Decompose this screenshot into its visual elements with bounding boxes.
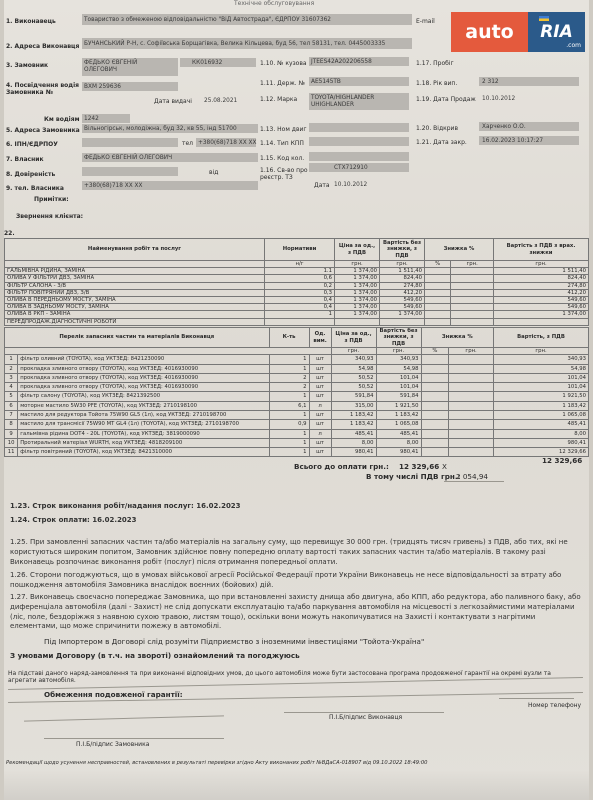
parts-row bbox=[5, 438, 589, 447]
works-row bbox=[5, 297, 589, 304]
work-cost-cell: 549,60 bbox=[380, 297, 425, 304]
owner-value: ФЕДЬКО ЄВГЕНІЙ ОЛЕГОВИЧ bbox=[84, 155, 173, 161]
executor-label: 1. Виконавець bbox=[6, 18, 56, 25]
parts-units-row bbox=[5, 348, 589, 355]
part-total-cell: 54,98 bbox=[494, 364, 589, 373]
works-unit-total: грн. bbox=[494, 261, 589, 268]
term-26: 1.26. Сторони погоджуються, що в умовах військової агресії Російської Федерації проти України Виконавець не несе відповідальності за втрату або пошкодження автомобіля Замовника внаслідок воєнних (бойових) дій. bbox=[10, 571, 562, 589]
works-row bbox=[5, 304, 589, 311]
part-cost-cell: 340,93 bbox=[376, 355, 421, 364]
part-price-cell: 50,52 bbox=[331, 383, 376, 392]
works-col-discount: Знижка % bbox=[425, 239, 494, 261]
part-name-cell: прокладка зливного отвору (TOYOTA), код УКТЗЕД: 4016930090 bbox=[18, 364, 269, 373]
footer-note: Рекомендації щодо усунення несправностей, встановлених в результаті перевірки згідно Акту виконаних робіт №ВДаСА-018907 від 09.10.2022 18:49:00 bbox=[6, 760, 428, 766]
part-name-cell: прокладка зливного отвору (TOYOTA), код УКТЗЕД: 4016930090 bbox=[18, 383, 269, 392]
license-value: ВХМ 259636 bbox=[84, 84, 121, 90]
color-code-box bbox=[309, 152, 409, 161]
work-discount-cell bbox=[425, 311, 451, 318]
part-name-cell: фільтр салону (TOYOTA), код УКТЗЕД: 8421392500 bbox=[18, 392, 269, 401]
works-unit-norm: н/г bbox=[265, 261, 335, 268]
work-total-cell: 1 511,40 bbox=[494, 268, 589, 275]
part-disc-sum-cell bbox=[449, 429, 494, 438]
part-num-cell: 8 bbox=[5, 420, 18, 429]
part-num-cell: 4 bbox=[5, 383, 18, 392]
works-row bbox=[5, 318, 589, 325]
work-cost-cell: 412,20 bbox=[380, 289, 425, 296]
work-price-cell: 1 374,00 bbox=[335, 311, 380, 318]
part-qty-cell: 6,1 bbox=[269, 401, 309, 410]
work-norm-cell: 1 bbox=[265, 311, 335, 318]
color-code-label: 1.15. Код кол. bbox=[260, 155, 305, 162]
body-number-value: JTEES42A202206558 bbox=[311, 59, 372, 65]
work-norm-cell: 0,6 bbox=[265, 275, 335, 282]
part-num-cell: 11 bbox=[5, 448, 18, 457]
term-27: 1.27. Виконавець своєчасно попереджає Замовника, що при встановленні захисту днища або двигуна, або КПП, або редуктора, або паливного баку, або диференціала автомобіля (далі - Захист) не слід допускати експлуатацію та/або паркування автомобіля на місцевості з легкозаймистими матеріалами (ліс, поле, бездоріжжя з наявною сухою травою, листям тощо), оскільки вони можуть накопичуватися на Захисті і контактувати з нагрітими елементами, що може спричинити пожежу в автомобілі. bbox=[10, 593, 581, 631]
work-cost-cell: 824,40 bbox=[380, 275, 425, 282]
part-unit-cell: шт bbox=[309, 364, 331, 373]
logo-ria-text: RIA bbox=[540, 22, 573, 42]
work-price-cell bbox=[335, 318, 380, 325]
opened-label: 1.20. Відкрив bbox=[416, 125, 458, 132]
part-unit-cell: шт bbox=[309, 410, 331, 419]
parts-unit-price: грн. bbox=[331, 348, 376, 355]
sign-line-customer bbox=[44, 738, 224, 739]
parts-col-discount: Знижка % bbox=[421, 328, 493, 348]
part-qty-cell: 1 bbox=[269, 355, 309, 364]
part-total-cell: 980,41 bbox=[494, 438, 589, 447]
part-name-cell: фільтр повітряний (TOYOTA), код УКТЗЕД: 8421310000 bbox=[18, 448, 269, 457]
kpp-label: 1.14. Тип КПП bbox=[260, 140, 304, 147]
part-discount-cell bbox=[421, 401, 449, 410]
works-col-norm: Нормативи bbox=[265, 239, 335, 261]
part-cost-cell: 101,04 bbox=[376, 373, 421, 382]
work-discount-cell bbox=[425, 282, 451, 289]
work-name-cell: ОЛИВА В РКП - ЗАМІНА bbox=[5, 311, 265, 318]
part-total-cell: 101,04 bbox=[494, 383, 589, 392]
part-qty-cell: 1 bbox=[269, 410, 309, 419]
logo-auto-text: auto bbox=[451, 12, 528, 52]
document-page bbox=[4, 0, 589, 800]
parts-row bbox=[5, 420, 589, 429]
part-unit-cell: шт bbox=[309, 355, 331, 364]
works-table bbox=[4, 238, 589, 326]
part-price-cell: 8,00 bbox=[331, 438, 376, 447]
part-disc-sum-cell bbox=[449, 401, 494, 410]
works-header-row bbox=[5, 239, 589, 261]
work-total-cell: 549,60 bbox=[494, 297, 589, 304]
parts-col-price: Ціна за од., з ПДВ bbox=[331, 328, 376, 348]
part-price-cell: 485,41 bbox=[331, 429, 376, 438]
date-label: Дата bbox=[314, 182, 330, 189]
parts-unit-total: грн. bbox=[494, 348, 589, 355]
part-unit-cell: шт bbox=[309, 438, 331, 447]
kpp-box bbox=[309, 137, 409, 146]
email-label: E-mail bbox=[416, 18, 435, 25]
photo-shadow bbox=[4, 770, 589, 800]
mileage-label: 1.17. Пробіг bbox=[416, 60, 454, 67]
part-qty-cell: 1 bbox=[269, 438, 309, 447]
total-value: 12 329,66 bbox=[399, 462, 440, 471]
work-cost-cell: 549,60 bbox=[380, 304, 425, 311]
work-price-cell: 1 374,00 bbox=[335, 289, 380, 296]
part-discount-cell bbox=[421, 373, 449, 382]
work-price-cell: 1 374,00 bbox=[335, 297, 380, 304]
part-total-cell: 12 329,66 bbox=[494, 448, 589, 457]
date-value: 10.10.2012 bbox=[334, 182, 368, 188]
owner-label: 7. Власник bbox=[6, 156, 44, 163]
works-row bbox=[5, 311, 589, 318]
executor-address-label: 2. Адреса Виконавця bbox=[6, 43, 80, 50]
km-label: Км водіям bbox=[44, 116, 80, 123]
part-unit-cell: шт bbox=[309, 392, 331, 401]
work-name-cell: ФІЛЬТР САЛОНА - З/В bbox=[5, 282, 265, 289]
total-x: X bbox=[442, 462, 447, 471]
part-discount-cell bbox=[421, 448, 449, 457]
work-disc-sum-cell bbox=[451, 318, 494, 325]
warranty-note: На підставі даного наряд-замовлення та при виконанні відповідних умов, до цього автомобіля може бути застосована програма продовженої гарантії на окремі вузли та агрегати автомобіля. bbox=[8, 670, 551, 684]
part-disc-sum-cell bbox=[449, 392, 494, 401]
part-name-cell: мастило для трансмісії 75W90 MT GL4 (1л) (TOYOTA), код УКТЗЕД: 2710198700 bbox=[18, 420, 269, 429]
work-discount-cell bbox=[425, 268, 451, 275]
part-num-cell: 3 bbox=[5, 373, 18, 382]
work-total-cell: 549,60 bbox=[494, 304, 589, 311]
works-units-row bbox=[5, 261, 589, 268]
work-norm-cell: 0,3 bbox=[265, 289, 335, 296]
work-discount-cell bbox=[425, 304, 451, 311]
part-disc-sum-cell bbox=[449, 410, 494, 419]
part-disc-sum-cell bbox=[449, 373, 494, 382]
work-discount-cell bbox=[425, 289, 451, 296]
parts-col-qty: К-ть bbox=[269, 328, 309, 348]
term-23-text: 1.23. Строк виконання робіт/надання послуг: 16.02.2023 bbox=[10, 502, 241, 510]
issue-date-label: Дата видачі bbox=[154, 98, 192, 105]
part-unit-cell: л bbox=[309, 429, 331, 438]
customer-extra-value: КК016932 bbox=[192, 60, 223, 66]
works-unit-cost: грн. bbox=[380, 261, 425, 268]
work-name-cell: ОЛИВА В ПЕРЕДНЬОМУ МОСТУ, ЗАМІНА bbox=[5, 297, 265, 304]
year-label: 1.18. Рік вип. bbox=[416, 80, 458, 87]
part-disc-sum-cell bbox=[449, 383, 494, 392]
notes-label: Примітки: bbox=[34, 196, 69, 203]
part-discount-cell bbox=[421, 420, 449, 429]
cert-label: 1.16. Св-во про реєстр. ТЗ bbox=[260, 167, 308, 181]
part-name-cell: гальмівна рідина DOT4 - 20L (TOYOTA), код УКТЗЕД: 3819000090 bbox=[18, 429, 269, 438]
reg-number-label: 1.11. Держ. № bbox=[260, 80, 305, 87]
sale-date-label: 1.19. Дата Продаж bbox=[416, 96, 476, 103]
work-norm-cell: 0,2 bbox=[265, 282, 335, 289]
total-final: 12 329,66 bbox=[542, 456, 583, 465]
parts-unit-discount: % bbox=[421, 348, 449, 355]
issue-date-value: 25.08.2021 bbox=[204, 98, 238, 104]
work-norm-cell: 1.1 bbox=[265, 268, 335, 275]
part-qty-cell: 0,9 bbox=[269, 420, 309, 429]
parts-row bbox=[5, 373, 589, 382]
parts-table bbox=[4, 327, 589, 457]
term-24 bbox=[10, 516, 582, 526]
from-label: від bbox=[209, 169, 219, 176]
work-name-cell: ФІЛЬТР ПОВІТРЯНИЙ ДВЗ, З/В bbox=[5, 289, 265, 296]
customer-label: 3. Замовник bbox=[6, 62, 49, 69]
autoria-logo[interactable] bbox=[451, 12, 585, 52]
part-price-cell: 591,84 bbox=[331, 392, 376, 401]
part-qty-cell: 1 bbox=[269, 429, 309, 438]
part-total-cell: 1 921,50 bbox=[494, 392, 589, 401]
part-discount-cell bbox=[421, 410, 449, 419]
part-disc-sum-cell bbox=[449, 448, 494, 457]
work-disc-sum-cell bbox=[451, 289, 494, 296]
phone-value: +380(68)718 XX XX bbox=[198, 140, 257, 146]
part-name-cell: прокладка зливного отвору (TOYOTA), код УКТЗЕД: 4016930090 bbox=[18, 373, 269, 382]
work-total-cell: 824,40 bbox=[494, 275, 589, 282]
part-price-cell: 50,52 bbox=[331, 373, 376, 382]
part-unit-cell: л bbox=[309, 401, 331, 410]
part-total-cell: 485,41 bbox=[494, 420, 589, 429]
executor-address-value: БУЧАНСЬКИЙ Р-Н, с. Софіївська Борщагівка, Велика Кільцева, буд 56, тел 58131, тел. 0445003335 bbox=[84, 41, 386, 47]
sign-line-executor-left bbox=[24, 715, 224, 721]
work-norm-cell: 0,4 bbox=[265, 297, 335, 304]
part-num-cell: 7 bbox=[5, 410, 18, 419]
parts-unit-cost: грн. bbox=[376, 348, 421, 355]
term-24-text: 1.24. Строк оплати: 16.02.2023 bbox=[10, 516, 137, 524]
parts-row bbox=[5, 410, 589, 419]
km-value: 1242 bbox=[84, 116, 99, 122]
work-name-cell: ОЛИВА У ФІЛЬТРИ ДВЗ, ЗАМІНА bbox=[5, 275, 265, 282]
reg-number-value: АЕ5145ТВ bbox=[311, 79, 341, 85]
request-label: Звернення клієнта: bbox=[16, 213, 84, 220]
work-price-cell: 1 374,00 bbox=[335, 275, 380, 282]
customer-address-value: Вільногірськ, молодіжна, буд 32, кв 55, інд 51700 bbox=[84, 126, 237, 132]
agree-note: З умовами Договору (в т.ч. на звороті) ознайомлений та погоджуюсь bbox=[10, 651, 300, 660]
work-name-cell: ОЛИВА В ЗАДНЬОМУ МОСТУ, ЗАМІНА bbox=[5, 304, 265, 311]
part-cost-cell: 54,98 bbox=[376, 364, 421, 373]
work-cost-cell bbox=[380, 318, 425, 325]
works-col-total: Вартість з ПДВ з врах. знижки bbox=[494, 239, 589, 261]
work-total-cell: 274,80 bbox=[494, 282, 589, 289]
logo-com-text: .com bbox=[566, 42, 581, 49]
parts-col-cost: Вартість без знижки, з ПДВ bbox=[376, 328, 421, 348]
warranty-limit: Обмеження подовженої гарантії: bbox=[44, 690, 183, 699]
part-price-cell: 340,93 bbox=[331, 355, 376, 364]
part-unit-cell: шт bbox=[309, 373, 331, 382]
year-value: 2 312 bbox=[482, 79, 499, 85]
part-unit-cell: шт bbox=[309, 420, 331, 429]
part-cost-cell: 101,04 bbox=[376, 383, 421, 392]
work-disc-sum-cell bbox=[451, 268, 494, 275]
part-num-cell: 1 bbox=[5, 355, 18, 364]
part-discount-cell bbox=[421, 383, 449, 392]
parts-row bbox=[5, 383, 589, 392]
parts-row bbox=[5, 364, 589, 373]
executor-value: Товариство з обмеженою відповідальністю "ВіД Автострада", ЄДРПОУ 31607362 bbox=[84, 17, 331, 23]
part-qty-cell: 1 bbox=[269, 392, 309, 401]
part-disc-sum-cell bbox=[449, 355, 494, 364]
part-price-cell: 1 183,42 bbox=[331, 410, 376, 419]
phone-number-label: Номер телефону bbox=[528, 702, 582, 709]
part-total-cell: 101,04 bbox=[494, 373, 589, 382]
work-disc-sum-cell bbox=[451, 297, 494, 304]
engine-number-label: 1.13. Ном двиг bbox=[260, 126, 307, 133]
part-name-cell: фільтр оливний (TOYOTA), код УКТЗЕД: 8421230090 bbox=[18, 355, 269, 364]
sign-executor-label: П.І.Б/підпис Виконавця bbox=[329, 714, 403, 721]
work-discount-cell bbox=[425, 275, 451, 282]
part-discount-cell bbox=[421, 355, 449, 364]
work-norm-cell: 0,4 bbox=[265, 304, 335, 311]
close-date-label: 1.21. Дата закр. bbox=[416, 139, 467, 146]
section-22-label: 22. bbox=[4, 230, 15, 237]
work-price-cell: 1 374,00 bbox=[335, 268, 380, 275]
brand-value: TOYOTA/HIGHLANDER UHIGHLANDER bbox=[311, 95, 375, 108]
brand-label: 1.12. Марка bbox=[260, 96, 298, 103]
work-name-cell: ПЕРЕДПРОДАЖ.ДІАГНОСТИЧНІ РОБОТИ bbox=[5, 318, 265, 325]
part-cost-cell: 591,84 bbox=[376, 392, 421, 401]
part-cost-cell: 8,00 bbox=[376, 438, 421, 447]
inn-box bbox=[82, 138, 178, 147]
body-number-label: 1.10. № кузова bbox=[260, 60, 307, 67]
part-num-cell: 5 bbox=[5, 392, 18, 401]
part-total-cell: 8,00 bbox=[494, 429, 589, 438]
parts-col-unit: Од. вим. bbox=[309, 328, 331, 348]
part-total-cell: 1 065,08 bbox=[494, 410, 589, 419]
part-name-cell: мастило для редуктора Тойота 75W90 GL5 (1л), код УКТЗЕД: 2710198700 bbox=[18, 410, 269, 419]
sign-line-phone bbox=[499, 698, 574, 699]
parts-col-name: Перелік запасних частин та матеріалів Виконавця bbox=[5, 328, 270, 348]
part-unit-cell: шт bbox=[309, 383, 331, 392]
work-total-cell: 1 374,00 bbox=[494, 311, 589, 318]
works-row bbox=[5, 282, 589, 289]
works-row bbox=[5, 268, 589, 275]
works-unit-disc-sum: грн. bbox=[451, 261, 494, 268]
cert-value: СТХ712910 bbox=[334, 165, 368, 171]
work-price-cell: 1 374,00 bbox=[335, 304, 380, 311]
logo-ria-block bbox=[528, 12, 585, 52]
customer-value: ФЕДЬКО ЄВГЕНІЙ ОЛЕГОВИЧ bbox=[84, 60, 138, 73]
vat-underline bbox=[444, 481, 504, 482]
works-unit-price: грн. bbox=[335, 261, 380, 268]
work-total-cell bbox=[494, 318, 589, 325]
term-25: 1.25. При замовленні запасних частин та/або матеріалів на загальну суму, що перевищує 30 000 грн. (тридцять тисяч гривень) з ПДВ, або тих, які не користуються широким попитом, Замовник здійснює повну попередню оплату вартості таких запасних частин та/або матеріалів. В такому разі Виконавець розпочинає виконання робіт (послуг) після отримання попередньої оплати. bbox=[10, 538, 568, 566]
works-row bbox=[5, 275, 589, 282]
work-discount-cell bbox=[425, 297, 451, 304]
part-name-cell: Протиральний матеріал WURTH, код УКТЗЕД: 4818209100 bbox=[18, 438, 269, 447]
work-disc-sum-cell bbox=[451, 311, 494, 318]
work-price-cell: 1 374,00 bbox=[335, 282, 380, 289]
part-price-cell: 980,41 bbox=[331, 448, 376, 457]
engine-number-box bbox=[309, 123, 409, 132]
parts-col-total: Вартість, з ПДВ bbox=[494, 328, 589, 348]
owner-phone-value: +380(68)718 XX XX bbox=[84, 183, 143, 189]
part-disc-sum-cell bbox=[449, 438, 494, 447]
part-discount-cell bbox=[421, 438, 449, 447]
part-cost-cell: 1 183,42 bbox=[376, 410, 421, 419]
part-discount-cell bbox=[421, 364, 449, 373]
part-qty-cell: 2 bbox=[269, 373, 309, 382]
opened-value: Харченко О.О. bbox=[482, 124, 526, 130]
part-qty-cell: 1 bbox=[269, 448, 309, 457]
part-disc-sum-cell bbox=[449, 420, 494, 429]
part-name-cell: моторне мастило 5W30 PFE (TOYOTA), код УКТЗЕД: 2710198100 bbox=[18, 401, 269, 410]
vat-label: В тому числі ПДВ грн.: bbox=[366, 472, 461, 481]
works-col-name: Найменування робіт та послуг bbox=[5, 239, 265, 261]
work-discount-cell bbox=[425, 318, 451, 325]
sign-line-executor bbox=[284, 712, 444, 713]
part-total-cell: 340,93 bbox=[494, 355, 589, 364]
parts-row bbox=[5, 401, 589, 410]
work-name-cell: ГАЛЬМІВНА РІДИНА, ЗАМІНА bbox=[5, 268, 265, 275]
work-norm-cell bbox=[265, 318, 335, 325]
parts-row bbox=[5, 355, 589, 364]
parts-row bbox=[5, 429, 589, 438]
part-cost-cell: 485,41 bbox=[376, 429, 421, 438]
phone-label: тел bbox=[182, 140, 194, 147]
sign-customer-label: П.І.Б/підпис Замовника bbox=[76, 741, 150, 748]
vat-value: 2 054,94 bbox=[456, 472, 489, 481]
parts-unit-disc-sum: грн. bbox=[449, 348, 494, 355]
part-price-cell: 315,00 bbox=[331, 401, 376, 410]
total-label: Всього до оплати грн.: bbox=[294, 462, 389, 471]
sale-date-value: 10.10.2012 bbox=[482, 96, 516, 102]
work-cost-cell: 1 511,40 bbox=[380, 268, 425, 275]
part-discount-cell bbox=[421, 429, 449, 438]
importer-note: Під Імпортером в Договорі слід розуміти Підприємство з іноземними інвестиціями "Тойота-Україна" bbox=[44, 637, 425, 646]
works-unit-discount: % bbox=[425, 261, 451, 268]
part-price-cell: 1 183,42 bbox=[331, 420, 376, 429]
parts-row bbox=[5, 392, 589, 401]
trust-label: 8. Довіреність bbox=[6, 171, 56, 178]
part-num-cell: 6 bbox=[5, 401, 18, 410]
part-num-cell: 9 bbox=[5, 429, 18, 438]
license-label: 4. Посвідчення водія Замовника № bbox=[6, 82, 80, 96]
work-disc-sum-cell bbox=[451, 275, 494, 282]
part-qty-cell: 2 bbox=[269, 383, 309, 392]
part-price-cell: 54,98 bbox=[331, 364, 376, 373]
part-num-cell: 10 bbox=[5, 438, 18, 447]
ukraine-flag-icon bbox=[539, 16, 549, 21]
doc-top-title: Технічне обслуговування bbox=[234, 0, 315, 7]
part-discount-cell bbox=[421, 392, 449, 401]
work-cost-cell: 1 374,00 bbox=[380, 311, 425, 318]
part-cost-cell: 980,41 bbox=[376, 448, 421, 457]
works-row bbox=[5, 289, 589, 296]
works-col-price: Ціна за од., з ПДВ bbox=[335, 239, 380, 261]
parts-header-row bbox=[5, 328, 589, 348]
work-disc-sum-cell bbox=[451, 282, 494, 289]
part-cost-cell: 1 921,50 bbox=[376, 401, 421, 410]
close-date-value: 16.02.2023 10:17:27 bbox=[482, 138, 544, 144]
part-cost-cell: 1 065,08 bbox=[376, 420, 421, 429]
term-23 bbox=[10, 502, 582, 512]
trust-box bbox=[82, 167, 178, 176]
works-col-cost: Вартість без знижки, з ПДВ bbox=[380, 239, 425, 261]
inn-label: 6. ІПН/ЄДРПОУ bbox=[6, 141, 58, 148]
work-disc-sum-cell bbox=[451, 304, 494, 311]
part-num-cell: 2 bbox=[5, 364, 18, 373]
part-qty-cell: 1 bbox=[269, 364, 309, 373]
owner-phone-label: 9. тел. Власника bbox=[6, 185, 64, 192]
customer-address-label: 5. Адреса Замовника bbox=[6, 127, 80, 134]
part-total-cell: 1 183,42 bbox=[494, 401, 589, 410]
work-cost-cell: 274,80 bbox=[380, 282, 425, 289]
part-disc-sum-cell bbox=[449, 364, 494, 373]
part-unit-cell: шт bbox=[309, 448, 331, 457]
parts-row bbox=[5, 448, 589, 457]
work-total-cell: 412,20 bbox=[494, 289, 589, 296]
